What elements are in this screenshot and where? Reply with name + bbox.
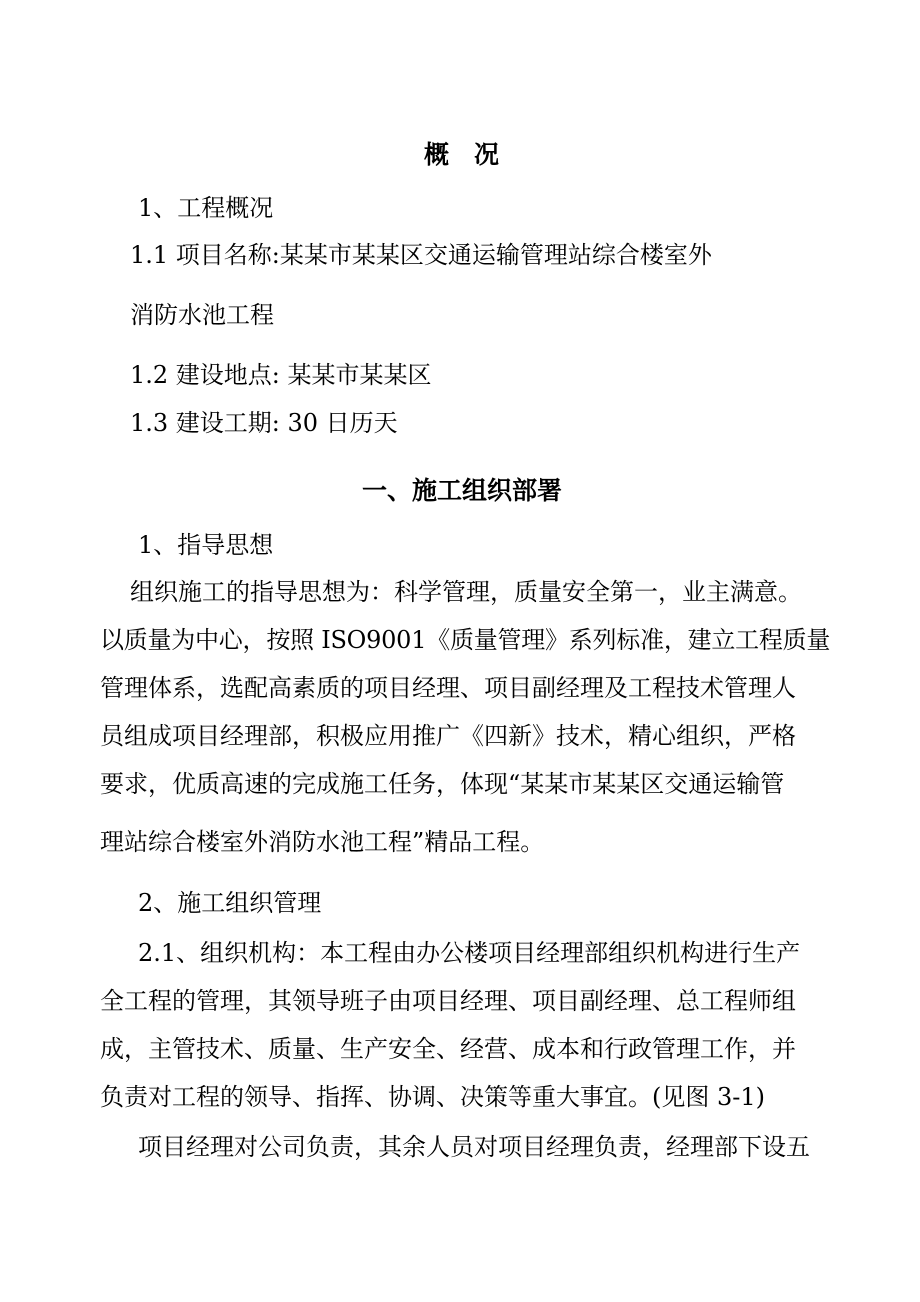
section-heading-project-overview: 1、工程概况: [138, 194, 274, 222]
paragraph-line: 负责对工程的领导、指挥、协调、决策等重大事宜。(见图 3-1): [100, 1083, 766, 1111]
construction-location: 1.2 建设地点: 某某市某某区: [130, 361, 432, 389]
document-title: 概 况: [424, 140, 500, 169]
paragraph-line: 员组成项目经理部，积极应用推广《四新》技术，精心组织，严格: [100, 722, 796, 750]
paragraph-line: 以质量为中心，按照 ISO9001《质量管理》系列标准，建立工程质量: [100, 626, 831, 654]
subheading-guiding-ideology: 1、指导思想: [138, 531, 274, 559]
paragraph-line: 管理体系，选配高素质的项目经理、项目副经理及工程技术管理人: [100, 674, 796, 702]
project-name-line-2: 消防水池工程: [130, 301, 274, 329]
paragraph-line: 全工程的管理，其领导班子由项目经理、项目副经理、总工程师组: [100, 987, 796, 1015]
project-name-line-1: 1.1 项目名称:某某市某某区交通运输管理站综合楼室外: [130, 241, 712, 269]
part-title-construction-organization: 一、施工组织部署: [362, 476, 563, 505]
paragraph-line: 项目经理对公司负责，其余人员对项目经理负责，经理部下设五: [138, 1133, 810, 1161]
construction-period: 1.3 建设工期: 30 日历天: [130, 409, 398, 437]
paragraph-line: 要求，优质高速的完成施工任务，体现“某某市某某区交通运输管: [100, 770, 785, 798]
paragraph-line: 成，主管技术、质量、生产安全、经营、成本和行政管理工作，并: [100, 1035, 796, 1063]
paragraph-line: 2.1、组织机构：本工程由办公楼项目经理部组织机构进行生产: [138, 939, 801, 967]
subheading-organization-management: 2、施工组织管理: [138, 889, 322, 917]
paragraph-line: 组织施工的指导思想为：科学管理，质量安全第一，业主满意。: [130, 578, 802, 606]
paragraph-line: 理站综合楼室外消防水池工程”精品工程。: [100, 828, 545, 856]
